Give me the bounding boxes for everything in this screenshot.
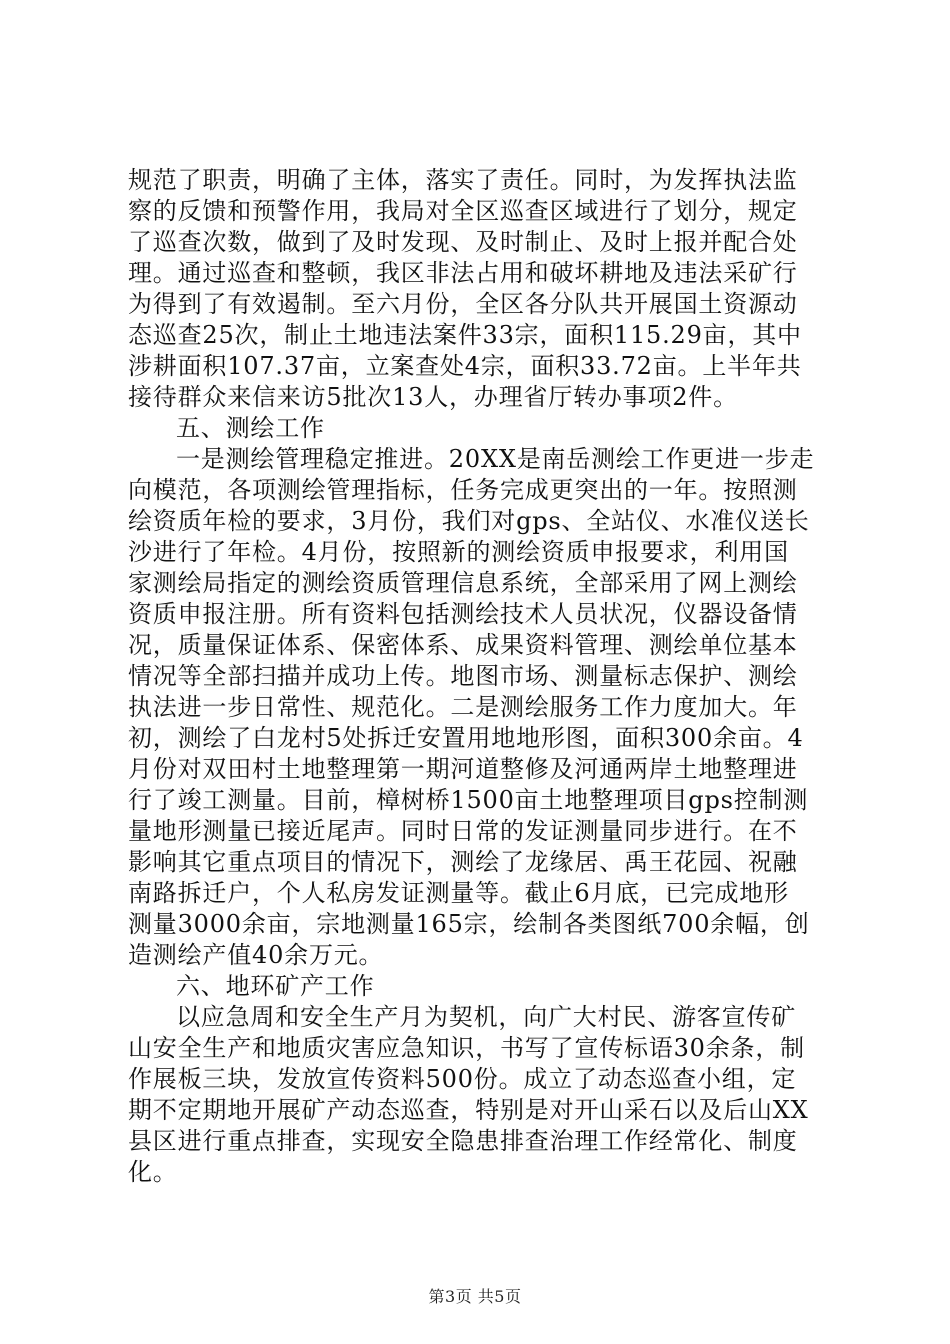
text-line: 月份对双田村土地整理第一期河道整修及河通两岸土地整理进 (128, 755, 798, 783)
text-line: 影响其它重点项目的情况下，测绘了龙缘居、禹王花园、祝融 (128, 848, 798, 876)
text-line: 行了竣工测量。目前，樟树桥1500亩土地整理项目gps控制测 (128, 786, 809, 814)
section-heading: 五、测绘工作 (176, 414, 325, 442)
text-line: 察的反馈和预警作用，我局对全区巡查区域进行了划分，规定 (128, 197, 798, 225)
text-line: 作展板三块，发放宣传资料500份。成立了动态巡查小组，定 (128, 1065, 797, 1093)
text-line: 测量3000余亩，宗地测量165宗，绘制各类图纸700余幅，创 (128, 910, 810, 938)
text-line: 造测绘产值40余万元。 (128, 941, 384, 969)
text-line: 规范了职责，明确了主体，落实了责任。同时，为发挥执法监 (128, 166, 798, 194)
text-line: 了巡查次数，做到了及时发现、及时制止、及时上报并配合处 (128, 228, 798, 256)
text-line: 为得到了有效遏制。至六月份，全区各分队共开展国土资源动 (128, 290, 798, 318)
text-line: 家测绘局指定的测绘资质管理信息系统，全部采用了网上测绘 (128, 569, 798, 597)
text-line: 资质申报注册。所有资料包括测绘技术人员状况，仪器设备情 (128, 600, 798, 628)
text-line: 情况等全部扫描并成功上传。地图市场、测量标志保护、测绘 (128, 662, 798, 690)
text-line: 态巡查25次，制止土地违法案件33宗，面积115.29亩，其中 (128, 321, 802, 349)
text-line: 向模范，各项测绘管理指标，任务完成更突出的一年。按照测 (128, 476, 798, 504)
text-line: 沙进行了年检。4月份，按照新的测绘资质申报要求，利用国 (128, 538, 789, 566)
page-footer (0, 1284, 950, 1307)
text-line: 接待群众来信来访5批次13人，办理省厅转办事项2件。 (128, 383, 738, 411)
text-line: 县区进行重点排查，实现安全隐患排查治理工作经常化、制度 (128, 1127, 798, 1155)
text-line: 化。 (128, 1158, 178, 1186)
text-line: 理。通过巡查和整顿，我区非法占用和破坏耕地及违法采矿行 (128, 259, 798, 287)
text-line: 南路拆迁户，个人私房发证测量等。截止6月底，已完成地形 (128, 879, 789, 907)
text-line: 一是测绘管理稳定推进。20XX是南岳测绘工作更进一步走 (176, 445, 815, 473)
text-line: 山安全生产和地质灾害应急知识，书写了宣传标语30余条，制 (128, 1034, 805, 1062)
text-line: 期不定期地开展矿产动态巡查，特别是对开山采石以及后山XX (128, 1096, 809, 1124)
text-line: 涉耕面积107.37亩，立案查处4宗，面积33.72亩。上半年共 (128, 352, 802, 380)
text-line: 绘资质年检的要求，3月份，我们对gps、全站仪、水准仪送长 (128, 507, 810, 535)
page-number: 第3页 共5页 (428, 1287, 522, 1306)
text-line: 执法进一步日常性、规范化。二是测绘服务工作力度加大。年 (128, 693, 798, 721)
section-heading: 六、地环矿产工作 (176, 972, 375, 1000)
text-line: 况，质量保证体系、保密体系、成果资料管理、测绘单位基本 (128, 631, 798, 659)
text-line: 以应急周和安全生产月为契机，向广大村民、游客宣传矿 (176, 1003, 796, 1031)
text-line: 初，测绘了白龙村5处拆迁安置用地地形图，面积300余亩。4 (128, 724, 804, 752)
text-line: 量地形测量已接近尾声。同时日常的发证测量同步进行。在不 (128, 817, 798, 845)
